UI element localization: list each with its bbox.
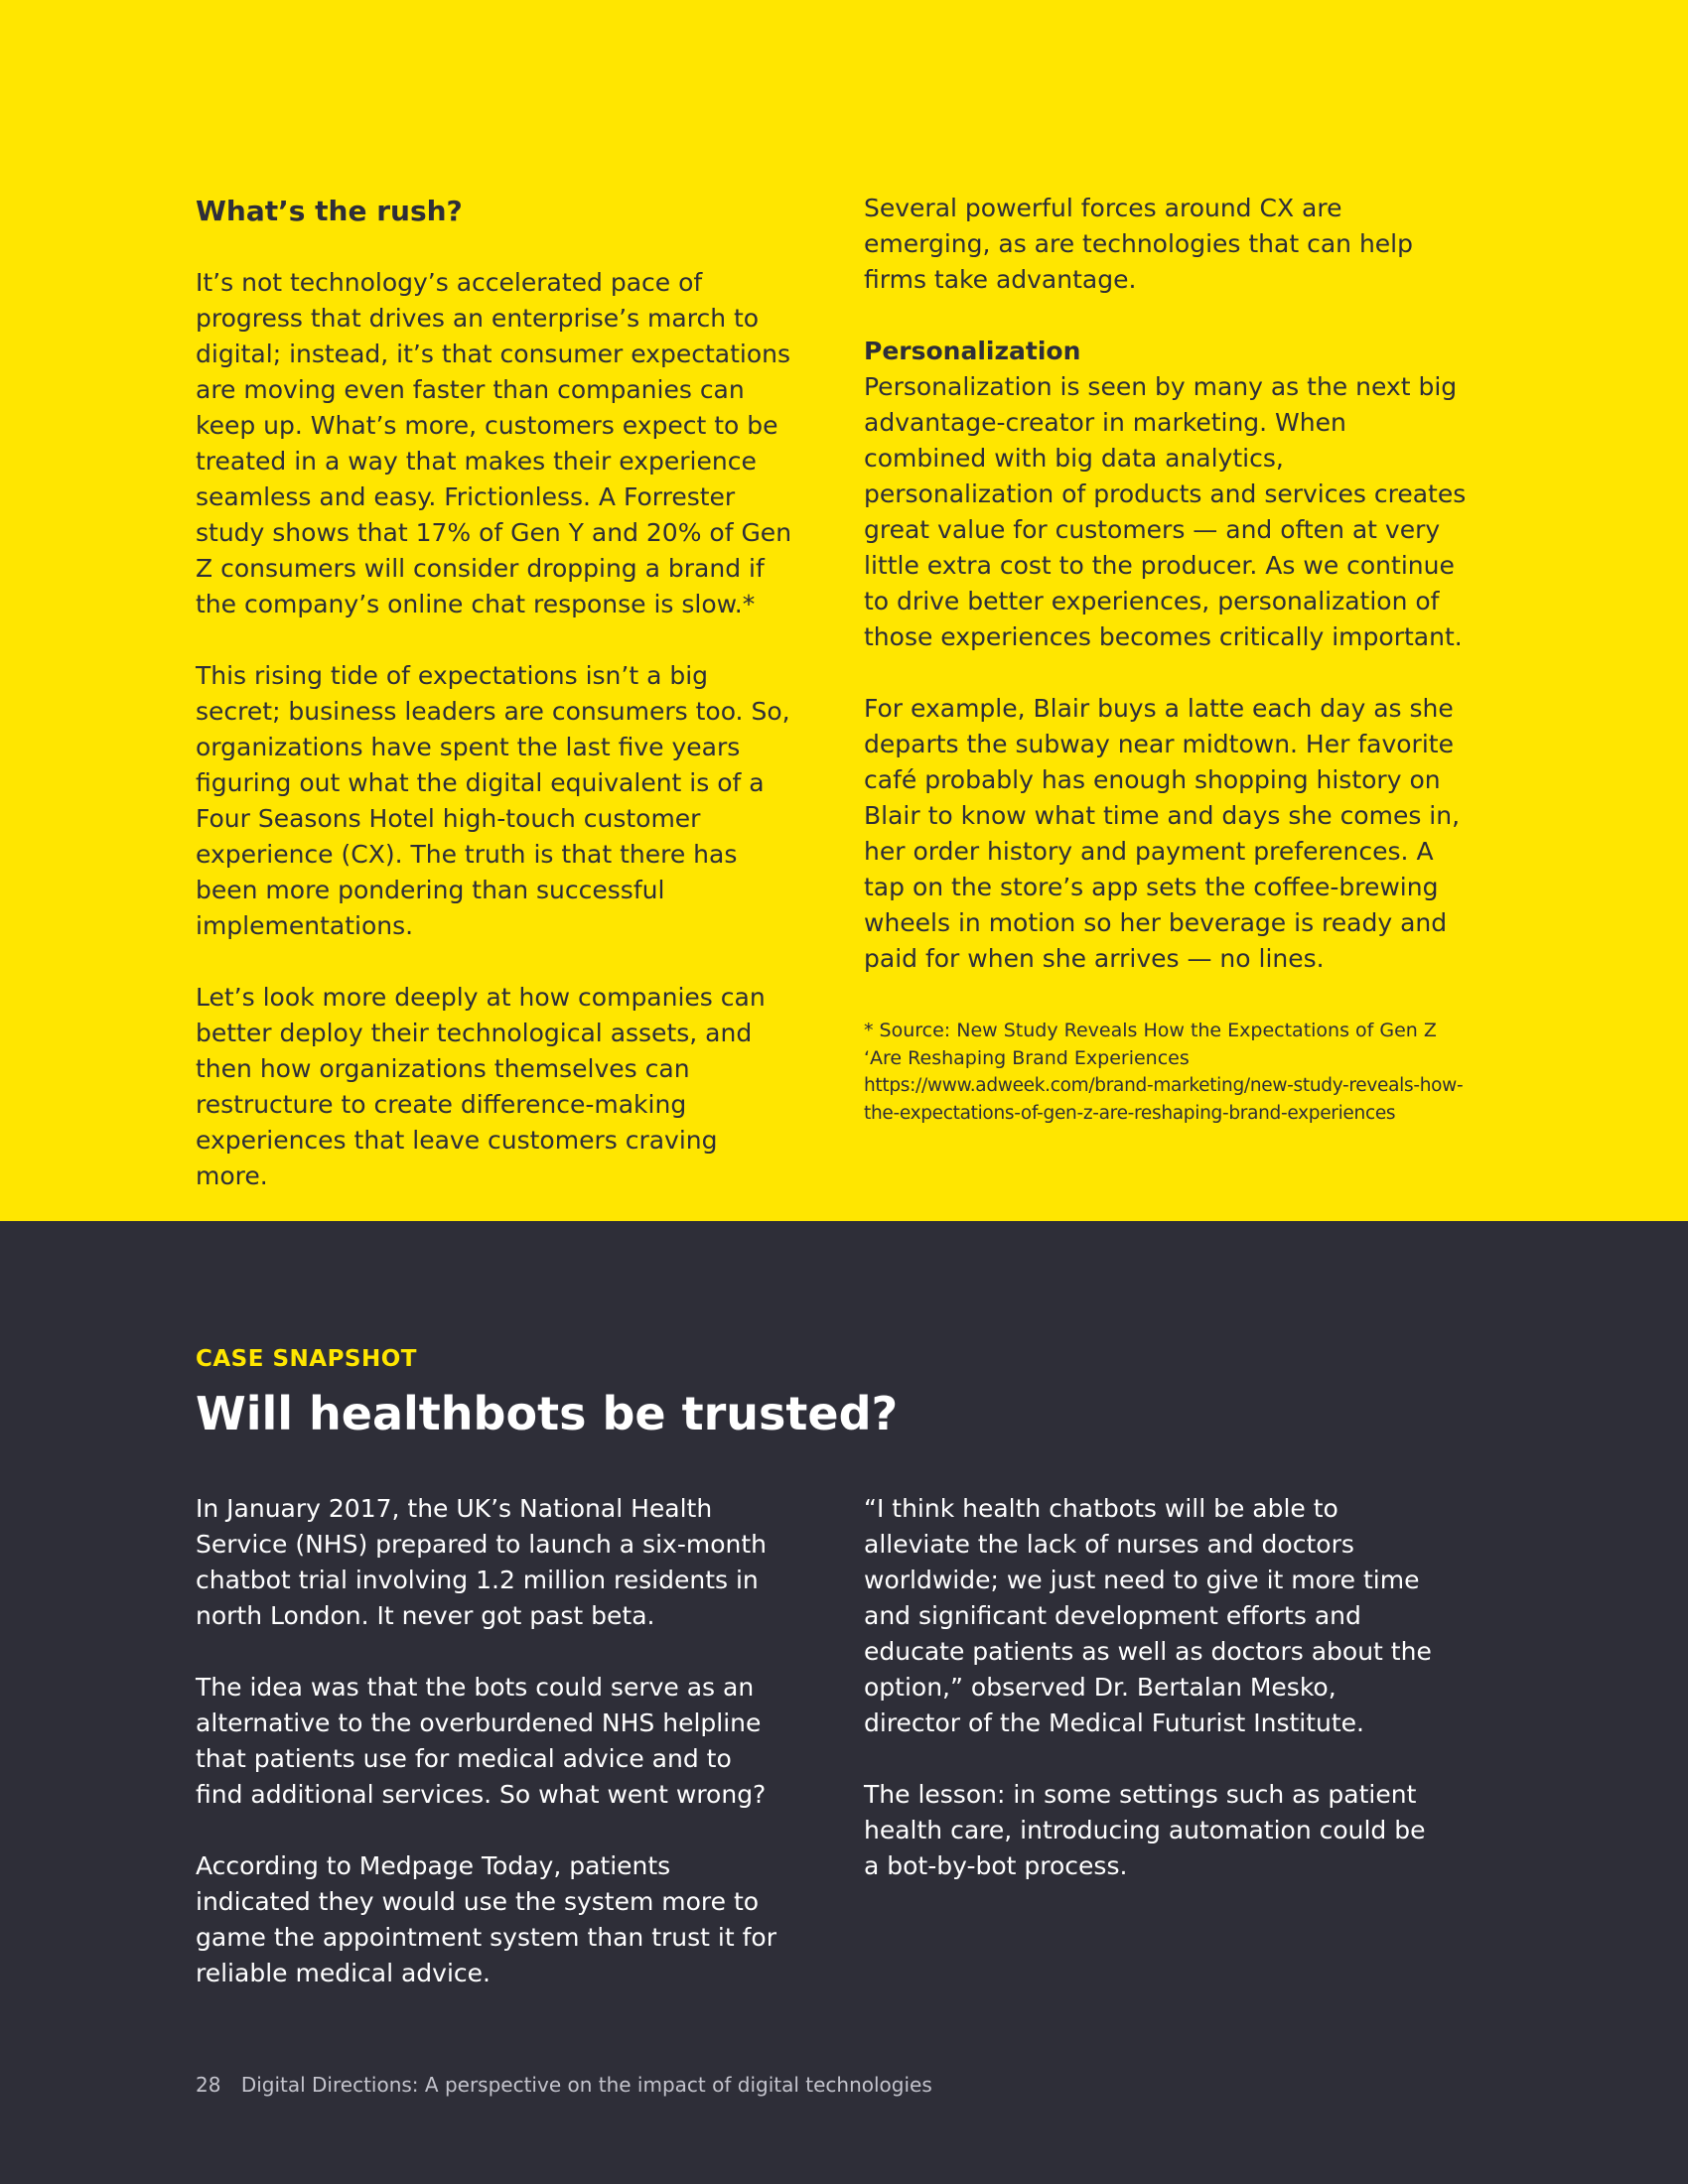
rush-column bbox=[196, 194, 796, 1194]
case-paragraph-2: The idea was that the bots could serve as an alternative to the overburdened NHS helpline that patients use for medical advice and to find additional services. So what went wrong? bbox=[196, 1673, 767, 1809]
case-snapshot-label: CASE SNAPSHOT bbox=[196, 1346, 417, 1372]
footnote-url[interactable]: https://www.adweek.com/brand-marketing/new-study-reveals-how-the-expectations-of-gen-z-are-reshaping-brand-experiences bbox=[864, 1075, 1464, 1124]
case-quote: “I think health chatbots will be able to alleviate the lack of nurses and doctors worldwide; we just need to give it more time and significant development efforts and educate patients as well as doctors about the option,” observed Dr. Bertalan Mesko, director of the Medical Futurist Institute. bbox=[864, 1494, 1432, 1737]
case-right-column bbox=[864, 1491, 1440, 1884]
rush-heading: What’s the rush? bbox=[196, 195, 463, 227]
rush-paragraph-2: This rising tide of expectations isn’t a big secret; business leaders are consumers too. So, organizations have spent the last five years figuring out what the digital equivalent is of a Four Seasons Hotel high-touch customer experience (CX). The truth is that there has been more pondering than successful implementations. bbox=[196, 661, 790, 940]
forces-intro: Several powerful forces around CX are emerging, as are technologies that can help firms take advantage. bbox=[864, 194, 1413, 294]
personalization-paragraph-2: For example, Blair buys a latte each day as she departs the subway near midtown. Her favorite café probably has enough shopping history on Blair to know what time and days she comes in, her order history and payment preferences. A tap on the store’s app sets the coffee-brewing wheels in motion so her beverage is ready and paid for when she arrives — no lines. bbox=[864, 694, 1461, 973]
forces-column bbox=[864, 191, 1470, 1128]
footnote-source: * Source: New Study Reveals How the Expectations of Gen Z ‘Are Reshaping Brand Experiences bbox=[864, 1020, 1437, 1069]
case-title: Will healthbots be trusted? bbox=[196, 1387, 899, 1440]
case-lesson: The lesson: in some settings such as patient health care, introducing automation could be a bot-by-bot process. bbox=[864, 1780, 1426, 1880]
rush-paragraph-1: It’s not technology’s accelerated pace of progress that drives an enterprise’s march to digital; instead, it’s that consumer expectations are moving even faster than companies can keep up. What’s more, customers expect to be treated in a way that makes their experience seamless and easy. Frictionless. A Forrester study shows that 17% of Gen Y and 20% of Gen Z consumers will consider dropping a brand if the company’s online chat response is slow.* bbox=[196, 268, 792, 618]
personalization-heading: Personalization bbox=[864, 337, 1081, 365]
publication-title: Digital Directions: A perspective on the impact of digital technologies bbox=[240, 2073, 932, 2097]
case-paragraph-3: According to Medpage Today, patients indicated they would use the system more to game the appointment system than trust it for reliable medical advice. bbox=[196, 1851, 776, 1987]
source-footnote bbox=[864, 1017, 1470, 1128]
page-number: 28 bbox=[196, 2073, 221, 2097]
page-footer bbox=[196, 2073, 932, 2097]
rush-paragraph-3: Let’s look more deeply at how companies can better deploy their technological assets, and then how organizations themselves can restructure to create difference-making experiences that leave customers craving more. bbox=[196, 983, 766, 1190]
case-paragraph-1: In January 2017, the UK’s National Health Service (NHS) prepared to launch a six-month chatbot trial involving 1.2 million residents in north London. It never got past beta. bbox=[196, 1494, 767, 1630]
personalization-paragraph-1: Personalization is seen by many as the next big advantage-creator in marketing. When combined with big data analytics, personalization of products and services creates great value for customers — and often at very little extra cost to the producer. As we continue to drive better experiences, personalization of those experiences becomes critically important. bbox=[864, 372, 1467, 651]
case-left-column bbox=[196, 1491, 781, 1991]
